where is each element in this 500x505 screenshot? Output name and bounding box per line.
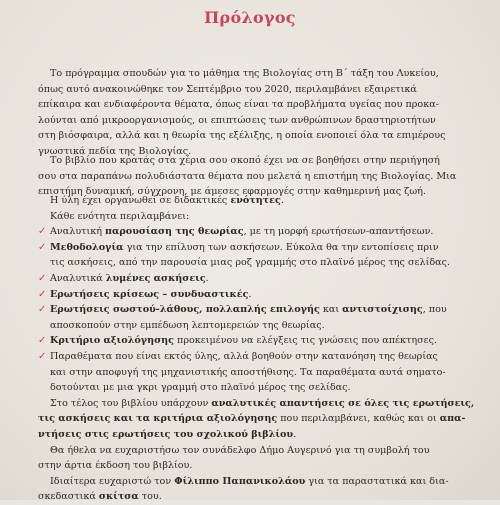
text-line: Ιδιαίτερα ευχαριστώ τον Φίλιππο Παπανικολάου για τα παραστατικά και δια- xyxy=(50,475,449,487)
check-icon: ✓ xyxy=(38,288,47,300)
text-line: σκεδαστικά σκίτσα του. xyxy=(38,491,162,503)
text-line: όπως αυτό ανακοινώθηκε τον Σεπτέμβριο του 2020, περιλαμβάνει εξαιρετικά xyxy=(38,83,417,95)
text-line: λούνται από μικροοργανισμούς, οι επιπτώσεις των ανθρώπινων δραστηριοτήτων xyxy=(38,114,436,126)
text-line: Η ύλη έχει οργανωθεί σε διδακτικές ενότητες. xyxy=(50,195,284,206)
list-item: ✓ Αναλυτική παρουσίαση της θεωρίας, με τη μορφή ερωτήσεων-απαντήσεων. xyxy=(38,224,478,240)
check-icon: ✓ xyxy=(38,350,47,362)
list-item: ✓ Ερωτήσεις κρίσεως – συνδυαστικές. xyxy=(38,287,478,303)
check-icon: ✓ xyxy=(38,241,47,253)
text-line: δοτούνται με μια γκρι γραμμή στο πλαϊνό μέρος της σελίδας. xyxy=(50,382,351,394)
text-line: στην άρτια έκδοση του βιβλίου. xyxy=(38,460,193,472)
check-icon: ✓ xyxy=(38,272,47,284)
paragraph-intro xyxy=(38,66,478,160)
text-line: ντήσεις στις ερωτήσεις του σχολικού βιβλίου. xyxy=(38,428,297,440)
list-item: ✓ Αναλυτικά λυμένες ασκήσεις. xyxy=(38,271,478,287)
paragraph-contents xyxy=(38,193,478,505)
text-line: Στο τέλος του βιβλίου υπάρχουν αναλυτικές απαντήσεις σε όλες τις ερωτήσεις, xyxy=(50,397,475,409)
text-line: γνωστικά πεδία της Βιολογίας. xyxy=(38,145,192,157)
check-icon: ✓ xyxy=(38,226,47,238)
text-line: Κάθε ενότητα περιλαμβάνει: xyxy=(50,210,190,222)
text-line: σου στα παραπάνω πολυδιάστατα θέματα που μελετά η επιστήμη της Βιολογίας. Μια xyxy=(38,170,457,182)
check-icon: ✓ xyxy=(38,304,47,316)
list-item: ✓ Ερωτήσεις σωστού-λάθους, πολλαπλής επιλογής και αντιστοίχισης, που xyxy=(38,302,478,318)
text-line: αποσκοπούν στην εμπέδωση λεπτομερειών της θεωρίας. xyxy=(50,319,325,331)
text-line: επιστήμη δυναμική, σύγχρονη, με άμεσες εφαρμογές στην καθημερινή μας ζωή. xyxy=(38,186,426,198)
check-icon: ✓ xyxy=(38,335,47,347)
list-item: ✓ Κριτήριο αξιολόγησης προκειμένου να ελέγξεις τις γνώσεις που απέκτησες. xyxy=(38,333,478,349)
text-line: τις ασκήσεις και τα κριτήρια αξιολόγησης που περιλαμβάνει, καθώς και οι απα- xyxy=(38,413,466,425)
text-line: επίκαιρα και ενδιαφέροντα θέματα, όπως είναι τα προβλήματα υγείας που προκα- xyxy=(38,99,439,111)
text-line: Το πρόγραμμα σπουδών για το μάθημα της Βιολογίας στη Β΄ τάξη του Λυκείου, xyxy=(50,68,439,79)
page-title: Πρόλογος xyxy=(204,8,296,27)
text-line: και στην αποφυγή της μηχανιστικής αποστήθισης. Τα παραθέματα αυτά σηματο- xyxy=(50,366,446,378)
text-line: Το βιβλίο που κρατάς στα χέρια σου σκοπό έχει να σε βοηθήσει στην περιήγησή xyxy=(50,155,440,166)
list-item: ✓ Παραθέματα που είναι εκτός ύλης, αλλά βοηθούν στην κατανόηση της θεωρίας xyxy=(38,349,478,365)
text-line: τις ασκήσεις, από την παρουσία μιας ροζ γραμμής στο πλαϊνό μέρος της σελίδας. xyxy=(50,257,451,269)
list-item: ✓ Μεθοδολογία για την επίλυση των ασκήσεων. Εύκολα θα την εντοπίσεις πριν xyxy=(38,240,478,256)
text-line: Θα ήθελα να ευχαριστήσω τον συνάδελφο Δήμο Αυγερινό για τη συμβολή του xyxy=(50,444,430,456)
text-line: στη βιόσφαιρα, αλλά και η θεωρία της εξέλιξης, η οποία ενοποιεί όλα τα επιμέρους xyxy=(38,130,446,142)
